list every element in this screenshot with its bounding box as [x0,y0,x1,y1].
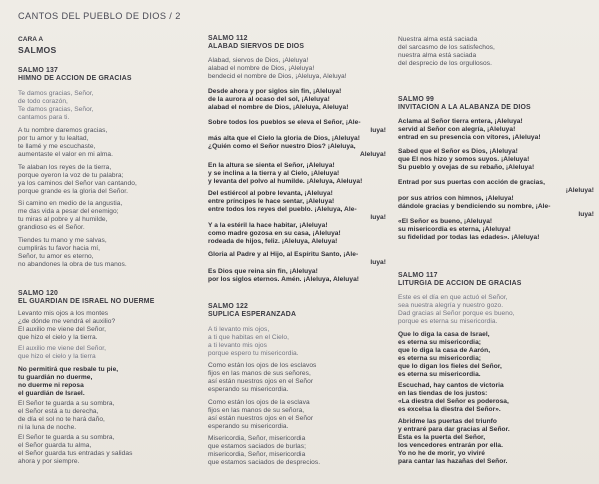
verse-line: no duerme ni reposa [18,381,84,389]
verse-line-wrap: luya! [370,126,386,134]
verse-line: Te damos gracias, Señor, [18,90,94,97]
verse-line: Alabad, siervos de Dios, ¡Aleluya! [208,57,309,64]
verse-line: Nuestra alma está saciada [398,36,478,43]
salmo-117-stanza-2 [398,331,594,378]
verse-line: el Señor guarda tu alma, [18,441,92,449]
verse-line: fijos en las manos de sus señores, [208,369,311,377]
salmo-112-stanza-2 [208,88,386,112]
verse-line: es excelsa la diestra del Señor». [398,405,501,413]
verse-line: así están nuestros ojos en el Señor [208,414,314,422]
verse-line: y levanta del polvo al humilde. ¡Aleluya, Aleluya! [208,177,363,185]
verse-line: Te alaban los reyes de la tierra, [18,164,112,171]
salmo-112-stanza-6 [208,222,386,246]
salmo-122-subtitle: SUPLICA ESPERANZADA [208,311,297,318]
salmo-120-subtitle: EL GUARDIAN DE ISRAEL NO DUERME [18,298,155,305]
salmo-117-stanza-4 [398,418,594,465]
section-label: SALMOS [18,45,57,55]
verse-line: es eterna su misericordia; [398,338,482,346]
salmo-122-stanza-1 [208,326,386,358]
verse-line: el Señor está a tu derecha, [18,407,99,415]
verse-line: Abridme las puertas del triunfo [398,418,498,425]
salmo-117-stanza-1 [398,294,594,326]
verse-line: Entrad por sus puertas con acción de gracias, [398,179,545,186]
verse-line: esperando su misericordia. [208,385,289,393]
verse-line: Aclama al Señor tierra entera, ¡Aleluya! [398,118,523,125]
verse-line: que El nos hizo y somos suyos. ¡Aleluya! [398,155,530,163]
verse-line: así están nuestros ojos en el Señor [208,377,314,385]
verse-line: sea nuestra alegría y nuestro gozo. [398,301,504,309]
salmo-112-stanza-1 [208,57,386,81]
verse-line: que estamos saciados de desprecios. [208,458,321,466]
salmo-112-doxology [208,251,386,267]
verse-line-wrap: luya! [370,213,386,221]
salmo-112-stanza-3 [208,119,386,159]
verse-line: Levanto mis ojos a los montes [18,310,109,317]
verse-line: de día el sol no te hará daño, [18,415,105,423]
verse-line: es eterna su misericordia; [398,354,482,362]
verse-line: su misericordia es eterna, ¡Aleluya! [398,225,511,233]
verse-line: grandioso es el Señor. [18,223,85,231]
salmo-99-title [398,96,594,112]
verse-line: Yo no he de morir, yo viviré [398,449,486,457]
salmo-120-stanza-2 [18,345,186,361]
verse-line: ¿de dónde me vendrá el auxilio? [18,317,116,325]
verse-line: Como están los ojos de la esclava [208,399,310,406]
verse-line: entre príncipes le hace sentar, ¡Aleluya! [208,197,335,205]
salmo-112-title [208,35,386,51]
verse-line: Su pueblo y ovejas de su rebaño, ¡Aleluya! [398,163,535,171]
salmo-112-stanza-5 [208,190,386,222]
verse-line: En la altura se sienta el Señor, ¡Aleluya! [208,162,335,169]
salmo-122-continuation [398,36,594,68]
verse-line: Desde ahora y por siglos sin fin, ¡Aleluya! [208,88,342,95]
verse-line: Que lo diga la casa de Israel, [398,331,490,338]
verse-line: El Señor te guarda a su sombra, [18,434,115,441]
salmo-122-number: SALMO 122 [208,303,249,310]
salmo-99-subtitle: INVITACION A LA ALABANZA DE DIOS [398,104,531,111]
verse-line: Señor, tu amor es eterno, [18,252,94,260]
verse-line: ni la luna de noche. [18,423,77,431]
verse-line: por sus atrios con himnos, ¡Aleluya! [398,194,514,202]
salmo-112-number: SALMO 112 [208,35,248,42]
salmo-137-stanza-5 [18,237,186,269]
verse-line: Esta es la puerta del Señor, [398,433,486,441]
salmo-137-title [18,67,186,83]
verse-line: nuestra alma está saciada [398,51,477,59]
salmo-112-subtitle: ALABAD SIERVOS DE DIOS [208,43,305,50]
verse-line-wrap: Aleluya! [359,150,386,158]
salmo-137-stanza-3 [18,164,186,196]
verse-line: No permitirá que resbale tu pie, [18,366,119,373]
verse-line: a ti levanto mis ojos [208,341,267,349]
salmo-120-stanza-5 [18,434,186,466]
verse-line: esperando su misericordia. [208,422,289,430]
verse-line: rodeada de hijos, feliz. ¡Aleluya, Aleluya! [208,237,338,245]
verse-line: Como están los ojos de los esclavos [208,362,317,369]
verse-line: El Señor te guarda a su sombra, [18,400,115,407]
verse-line: entre todos los reyes del pueblo. ¡Aleluya, Ale- [208,205,357,213]
verse-line: tu guardián no duerme, [18,373,93,381]
verse-line: y se inclina a la tierra y al Cielo, ¡Aleluya! [208,169,340,177]
salmo-99-stanza-4 [398,218,594,242]
verse-line: es eterna su misericordia. [398,370,481,378]
salmo-137-stanza-2 [18,127,186,159]
verse-line: por tu amor y tu lealtad, [18,134,89,142]
verse-line: Este es el día en que actuó el Señor, [398,294,508,301]
verse-line: servid al Señor con alegría, ¡Aleluya! [398,125,516,133]
verse-line: cumplirás tu favor hacia mí, [18,244,101,252]
verse-line: dándole gracias y bendiciendo su nombre, ¡Ale- [398,202,551,210]
verse-line: porque es eterna su misericordia. [398,317,498,325]
salmo-99-number: SALMO 99 [398,96,435,103]
verse-line: de todo corazón, [18,97,68,105]
salmo-122-stanza-3 [208,399,386,431]
verse-line: Misericordia, Señor, misericordia [208,435,306,442]
verse-line: más alta que el Cielo la gloria de Dios, ¡Aleluya! [208,134,361,142]
verse-line: ahora y por siempre. [18,457,80,465]
verse-line: El auxilio me viene del Señor, [18,345,107,352]
verse-line: Sobre todos los pueblos se eleva el Señor, ¡Ale- [208,119,361,126]
verse-line: bendecid el nombre de Dios, ¡Aleluya, Aleluya! [208,72,347,80]
verse-line: A tu nombre daremos gracias, [18,127,108,134]
salmo-122-stanza-4 [208,435,386,467]
verse-line: del desprecio de los orgullosos. [398,59,492,67]
verse-line: Es Dios que reina sin fin, ¡Aleluya! [208,268,318,275]
salmo-99-stanza-1 [398,118,594,142]
salmo-117-title [398,272,594,288]
verse-line: porque oyeron la voz de tu palabra; [18,171,124,179]
verse-line: alabad el nombre de Dios, ¡Aleluya! [208,64,315,72]
verse-line: fijos en las manos de su señora, [208,406,305,414]
verse-line: de la aurora al ocaso del sol, ¡Aleluya! [208,95,330,103]
verse-line: Escuchad, hay cantos de victoria [398,382,504,389]
verse-line: y entraré para dar gracias al Señor. [398,425,510,433]
verse-line: que hizo el cielo y la tierra. [18,333,98,341]
verse-line: aumentaste el valor en mi alma. [18,150,114,158]
verse-line: porque espero tu misericordia. [208,349,299,357]
page-header: CANTOS DEL PUEBLO DE DIOS / 2 [18,11,181,21]
verse-line: a ti que habitas en el Cielo, [208,333,289,341]
salmo-137-stanza-1 [18,90,186,122]
salmo-112-stanza-4 [208,162,386,186]
salmo-120-stanza-4 [18,400,186,432]
verse-line: Dad gracias al Señor porque es bueno, [398,309,515,317]
salmo-117-stanza-3 [398,382,594,414]
verse-line: como madre gozosa en su casa, ¡Aleluya! [208,229,341,237]
verse-line: El auxilio me viene del Señor, [18,325,107,333]
verse-line: Gloria al Padre y al Hijo, al Espíritu Santo, ¡Ale- [208,251,359,258]
salmo-120-stanza-3 [18,366,186,398]
verse-line-wrap: luya! [370,258,386,266]
verse-line: A ti levanto mis ojos, [208,326,270,333]
verse-line: cantamos para ti. [18,113,70,121]
verse-line: alabad el nombre de Dios, ¡Aleluya, Aleluya! [208,103,349,111]
verse-line: Y a la estéril la hace habitar, ¡Aleluya! [208,222,328,229]
verse-line: que lo diga la casa de Aarón, [398,346,491,354]
verse-line: Tiendes tu mano y me salvas, [18,237,107,244]
verse-line-wrap: luya! [578,210,594,218]
salmo-122-stanza-2 [208,362,386,394]
salmo-137-stanza-4 [18,200,186,232]
verse-line: por los siglos eternos. Amén. ¡Aleluya, Aleluya! [208,275,360,283]
verse-line: Sabed que el Señor es Dios, ¡Aleluya! [398,148,518,155]
verse-line: que lo digan los fieles del Señor, [398,362,502,370]
salmo-137-subtitle: HIMNO DE ACCION DE GRACIAS [18,75,132,82]
salmo-120-number: SALMO 120 [18,290,59,297]
verse-line: el Señor guarda tus entradas y salidas [18,449,133,457]
salmo-99-stanza-2 [398,148,594,172]
verse-line: Si camino en medio de la angustia, [18,200,123,207]
verse-line: los vencedores entrarán por ella. [398,441,503,449]
verse-line: su fidelidad por todas las edades». ¡Aleluya! [398,233,540,241]
verse-line: te llamé y me escuchaste, [18,142,96,150]
salmo-112-ending [208,268,386,284]
verse-line: «La diestra del Señor es poderosa, [398,397,509,405]
verse-line: misericordia, Señor, misericordia [208,450,306,458]
verse-line: «El Señor es bueno, ¡Aleluya! [398,218,493,225]
verse-line: para cantar las hazañas del Señor. [398,457,508,465]
salmo-117-number: SALMO 117 [398,272,438,279]
verse-line-wrap: ¡Aleluya! [565,186,594,194]
verse-line: que estamos saciados de burlas; [208,442,306,450]
verse-line: Te damos gracias, Señor, [18,105,94,113]
salmo-137-number: SALMO 137 [18,67,59,74]
salmo-99-stanza-3 [398,179,594,219]
salmo-120-stanza-1 [18,310,186,342]
verse-line: que hizo el cielo y la tierra [18,352,96,360]
verse-line: el guardián de Israel. [18,389,85,397]
verse-line: ya los caminos del Señor van cantando, [18,179,137,187]
verse-line: Del estiércol al pobre levanta, ¡Aleluya! [208,190,333,197]
verse-line: ¿Quién como el Señor nuestro Dios? ¡Aleluya, [208,142,356,150]
verse-line: me das vida a pesar del enemigo; [18,207,119,215]
verse-line: no abandones la obra de tus manos. [18,260,127,268]
verse-line: porque grande es la gloria del Señor. [18,187,128,195]
salmo-117-subtitle: LITURGIA DE ACCION DE GRACIAS [398,280,522,287]
verse-line: entrad en su presencia con vítores, ¡Aleluya! [398,133,541,141]
verse-line: del sarcasmo de los satisfechos, [398,43,495,51]
verse-line: en las tiendas de los justos: [398,389,488,397]
verse-line: tu miras al pobre y al humilde, [18,215,108,223]
salmo-120-title [18,290,186,306]
salmo-122-title [208,303,386,319]
side-label: CARA A [18,36,44,43]
